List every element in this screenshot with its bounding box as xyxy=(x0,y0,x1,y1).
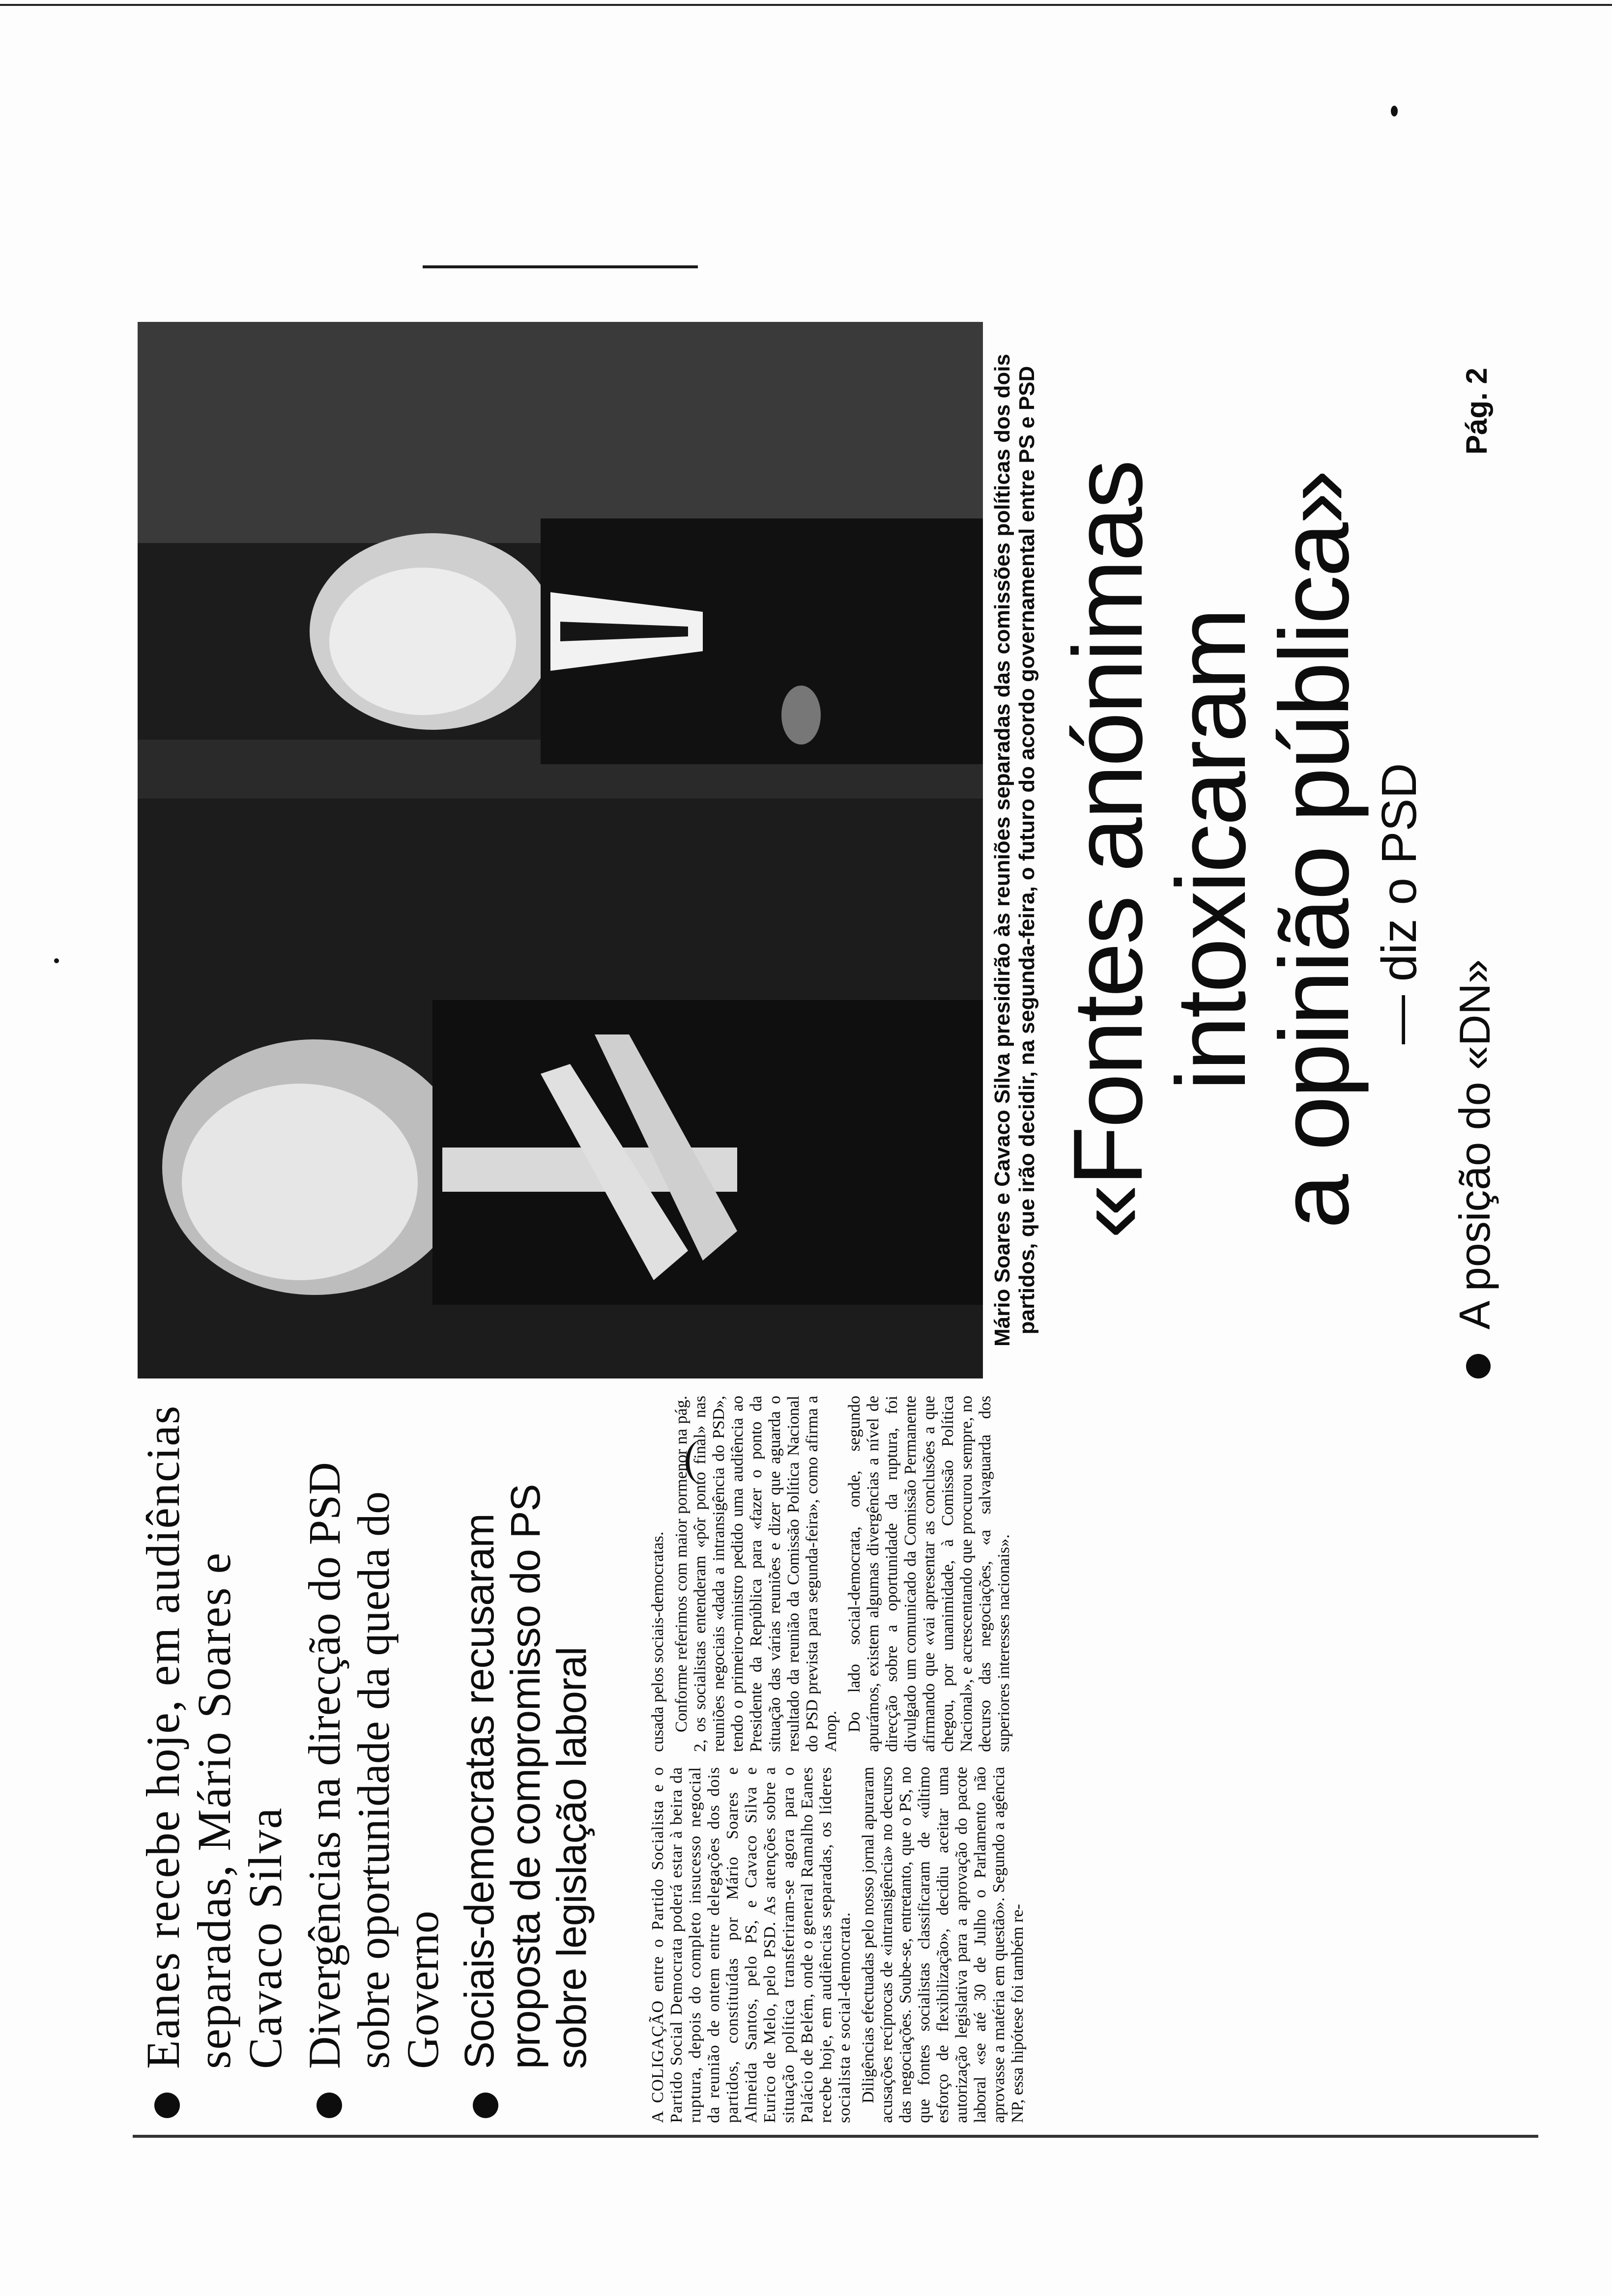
scan-top-edge xyxy=(0,4,1612,6)
headline-item xyxy=(138,1396,291,2123)
bullet-icon xyxy=(1466,1354,1491,1378)
article-paragraph: cusada pelos sociais-democratas. xyxy=(649,1531,667,1752)
article-paragraph: Do lado social-democrata, onde, segundo apurámos, existem algumas divergências a nível de direcção sobre a oportunidade da ruptura, foi divulgado um comunicado da Comissão Permanente afirmando que «vai apresentar as conclusões a que chegou, por unanimidade, à Comissão Política Nacional», e acrescentando que procurou sempre, no decurso das negociações, «a salvaguarda dos superiores interesses nacionais». xyxy=(845,1396,1013,1752)
main-headline-line: intoxicaram xyxy=(1156,609,1266,1091)
headline-item xyxy=(456,1396,595,2123)
related-story-title: A posição do «DN» xyxy=(1450,959,1499,1330)
headline-text: Divergências na direcção do PSD sobre oportunidade da queda do Governo xyxy=(299,1462,448,2069)
main-headline-line: a opinião pública» xyxy=(1260,471,1369,1229)
article-paragraph: Conforme referimos com maior pormenor na pág. 2, os socialistas entenderam «pôr ponto final» nas reuniões negociais «dada a intransigência do PSD», tendo o primeiro-ministro pedido uma audiência ao Presidente da República para «fazer o ponto da situação das várias reuniões e dizer que aguarda o resultado da reunião da Comissão Política Nacional do PSD prevista para segunda-feira», como afirma a Anop. xyxy=(672,1396,840,1752)
photo-illustration xyxy=(138,322,983,1378)
article-body xyxy=(649,1396,1524,2123)
headline-item xyxy=(300,1396,447,2123)
headline-text: Eanes recebe hoje, em audiências separadas, Mário Soares e Cavaco Silva xyxy=(137,1405,291,2069)
page-reference: Pág. 2 xyxy=(1460,368,1493,455)
article-column-2 xyxy=(649,1396,1524,1752)
newspaper-clipping xyxy=(133,295,1538,2138)
headline-list xyxy=(138,1396,595,2123)
news-photo xyxy=(138,322,983,1378)
related-story xyxy=(1450,959,1500,1378)
scan-dot-mark xyxy=(1391,106,1398,116)
photo-caption: Mário Soares e Cavaco Silva presidirão às reuniões separadas das comissões políticas dos dois partidos, que irão decidir, na segunda-feira, o futuro do acordo governamental entre PS e PSD xyxy=(990,354,1039,1347)
article-paragraph: A COLIGAÇÃO entre o Partido Socialista e o Partido Social Democrata poderá estar à beira da ruptura, depois do completo insucesso negocial da reunião de ontem entre delegações dos dois partidos, constituídas por Mário Soares e Almeida Santos, pelo PS, e Cavaco Silva e Eurico de Melo, pelo PSD. As atenções sobre a situação política transferiram-se agora para o Palácio de Belém, onde o general Ramalho Eanes recebe hoje, em audiências separadas, os líderes socialista e social-democrata. xyxy=(649,1767,854,2123)
headline-source: — diz o PSD xyxy=(1372,763,1427,1044)
bullet-icon xyxy=(473,2093,498,2118)
main-headline xyxy=(1053,322,1369,1378)
headline-block xyxy=(138,1396,649,2123)
bullet-icon xyxy=(154,2093,180,2118)
bullet-icon xyxy=(317,2093,342,2118)
headline-text: Sociais-democratas recusaram proposta de compromisso do PS sobre legislação laboral xyxy=(456,1484,595,2069)
scan-dot-mark xyxy=(54,958,59,963)
clipping-edge xyxy=(133,2135,1538,2138)
scan-rule-mark xyxy=(423,265,698,268)
main-headline-line: «Fontes anónimas xyxy=(1053,461,1163,1239)
article-column-1 xyxy=(649,1767,1524,2123)
article-paragraph: Diligências efectuadas pelo nosso jornal apuraram acusações recíprocas de «intransigência» no decurso das negociações. Soube-se, entretanto, que o PS, no que fontes socialistas classificaram de «último esforço de flexibilização», decidiu aceitar uma autorização legislativa para a aprovação do pacote laboral «se até 30 de Julho o Parlamento não aprovasse a matéria em questão». Segundo a agência NP, essa hipótese foi também re- xyxy=(859,1767,1027,2123)
